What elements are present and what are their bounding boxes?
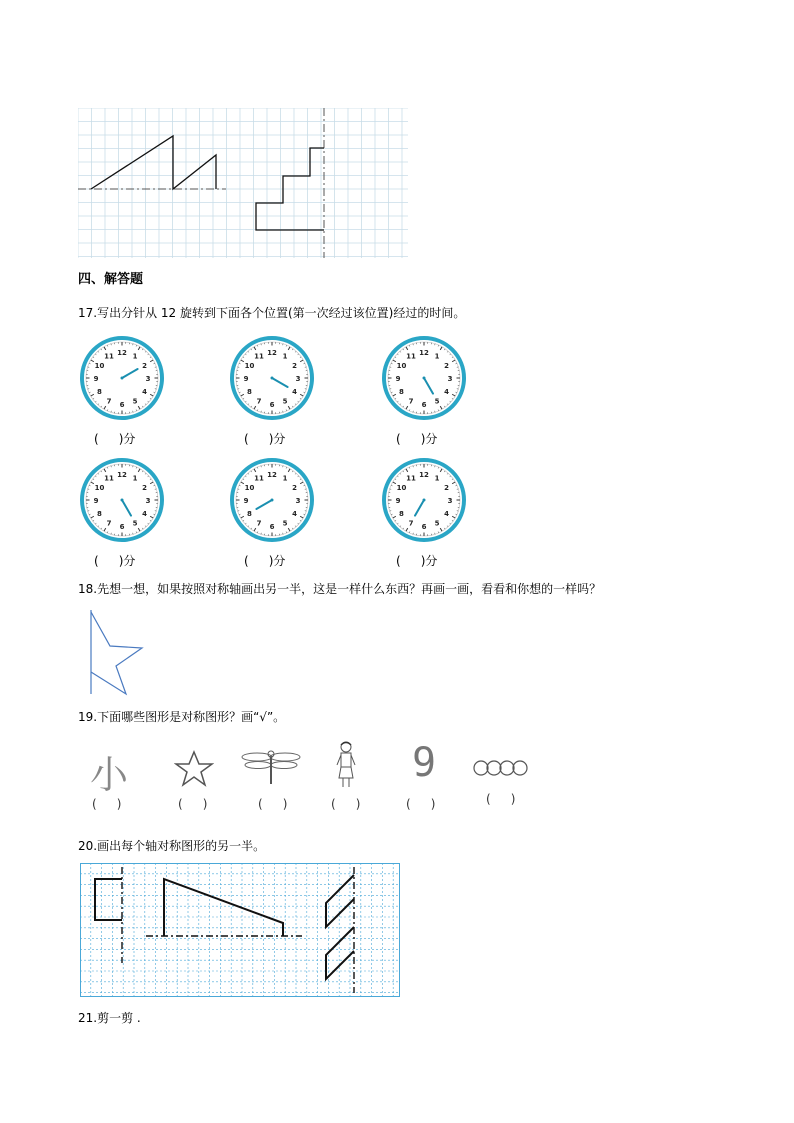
- q19-answer-4[interactable]: [331, 797, 360, 811]
- clock-number: 6: [119, 401, 125, 409]
- clock-number: 5: [282, 519, 288, 528]
- clock-number: 9: [243, 375, 249, 383]
- clock-number: 12: [267, 471, 277, 479]
- clock-6: [380, 456, 468, 544]
- clock-number: 11: [406, 352, 416, 361]
- q18-question: 18.先想一想，如果按照对称轴画出另一半，这是一样什么东西？再画一画，看看和你想的一样吗？: [78, 582, 602, 596]
- answer-open: (: [94, 554, 99, 568]
- clock-number: 7: [106, 519, 112, 528]
- clock-number: 11: [104, 474, 114, 483]
- q19-answer-3[interactable]: [258, 797, 287, 811]
- clock-3: [380, 334, 468, 422]
- glyph-nine: 9: [412, 740, 437, 786]
- q20-grid-figure: [80, 863, 400, 997]
- clock-number: 1: [132, 474, 138, 483]
- dragonfly-icon: [240, 748, 302, 786]
- clock-number: 6: [421, 401, 427, 409]
- clock-number: 7: [256, 397, 262, 406]
- q19-question: 19.下面哪些图形是对称图形？画“√”。: [78, 710, 286, 724]
- answer-open: (: [331, 797, 336, 811]
- clock-number: 3: [145, 375, 151, 383]
- answer-close: ): [510, 792, 516, 806]
- answer-close: )分: [268, 554, 286, 568]
- answer-close: ): [355, 797, 361, 811]
- clock-answer-6[interactable]: [396, 552, 437, 569]
- clock-number: 5: [282, 397, 288, 406]
- clock-number: 10: [396, 484, 407, 492]
- clock-number: 12: [117, 471, 127, 479]
- clock-number: 11: [254, 474, 264, 483]
- clock-number: 12: [419, 349, 429, 357]
- q20-question: 20.画出每个轴对称图形的另一半。: [78, 839, 266, 853]
- clock-number: 8: [97, 510, 102, 518]
- clock-5: [228, 456, 316, 544]
- clock-number: 4: [142, 388, 147, 396]
- clock-number: 6: [421, 523, 427, 531]
- q19-answer-1[interactable]: [92, 797, 121, 811]
- clock-number: 5: [434, 519, 440, 528]
- clock-number: 8: [247, 510, 252, 518]
- answer-open: (: [396, 432, 401, 446]
- answer-close: )分: [118, 554, 136, 568]
- answer-close: )分: [268, 432, 286, 446]
- clock-number: 7: [256, 519, 262, 528]
- clock-number: 4: [292, 510, 297, 518]
- clock-answer-3[interactable]: [396, 430, 437, 447]
- clock-number: 9: [93, 497, 99, 505]
- clock-number: 12: [419, 471, 429, 479]
- clock-number: 10: [396, 362, 407, 370]
- clock-1: [78, 334, 166, 422]
- clock-number: 4: [142, 510, 147, 518]
- clock-number: 1: [434, 474, 440, 483]
- answer-close: )分: [420, 554, 438, 568]
- answer-close: )分: [118, 432, 136, 446]
- q17-question: 17.写出分针从 12 旋转到下面各个位置(第一次经过该位置)经过的时间。: [78, 306, 466, 320]
- answer-open: (: [92, 797, 97, 811]
- clock-number: 11: [254, 352, 264, 361]
- clock-number: 5: [132, 397, 138, 406]
- answer-open: (: [244, 554, 249, 568]
- answer-open: (: [258, 797, 263, 811]
- clock-number: 2: [142, 362, 147, 370]
- girl-icon: [334, 740, 358, 790]
- clock-number: 7: [106, 397, 112, 406]
- clock-number: 2: [292, 362, 297, 370]
- top-grid-figure: [78, 108, 408, 258]
- clock-number: 10: [244, 362, 255, 370]
- clock-number: 7: [408, 519, 414, 528]
- clock-number: 10: [244, 484, 255, 492]
- clock-number: 10: [94, 362, 105, 370]
- clock-number: 2: [142, 484, 147, 492]
- clock-number: 4: [444, 388, 449, 396]
- section-heading: 四、解答题: [78, 272, 144, 287]
- clock-number: 9: [93, 375, 99, 383]
- clock-number: 11: [406, 474, 416, 483]
- rings-icon: [472, 758, 530, 778]
- clock-number: 1: [132, 352, 138, 361]
- answer-open: (: [486, 792, 491, 806]
- clock-number: 12: [267, 349, 277, 357]
- clock-number: 5: [434, 397, 440, 406]
- q19-answer-6[interactable]: [486, 792, 515, 806]
- answer-close: ): [430, 797, 436, 811]
- clock-number: 6: [119, 523, 125, 531]
- clock-number: 3: [447, 375, 453, 383]
- clock-number: 5: [132, 519, 138, 528]
- clock-2: [228, 334, 316, 422]
- answer-open: (: [244, 432, 249, 446]
- clock-number: 4: [292, 388, 297, 396]
- clock-number: 8: [247, 388, 252, 396]
- half-star-figure: [86, 610, 150, 696]
- clock-number: 2: [444, 362, 449, 370]
- star-icon: [174, 750, 214, 788]
- clock-4: [78, 456, 166, 544]
- clock-number: 2: [292, 484, 297, 492]
- clock-number: 9: [243, 497, 249, 505]
- answer-close: ): [282, 797, 288, 811]
- answer-close: )分: [420, 432, 438, 446]
- answer-open: (: [396, 554, 401, 568]
- clock-number: 12: [117, 349, 127, 357]
- q21-question: 21.剪一剪 .: [78, 1011, 141, 1025]
- answer-close: ): [116, 797, 122, 811]
- clock-number: 8: [399, 510, 404, 518]
- clock-answer-5[interactable]: [244, 552, 285, 569]
- clock-number: 6: [269, 523, 275, 531]
- clock-number: 2: [444, 484, 449, 492]
- answer-open: (: [178, 797, 183, 811]
- glyph-xiao: 小: [90, 753, 129, 797]
- answer-open: (: [406, 797, 411, 811]
- clock-number: 8: [399, 388, 404, 396]
- q19-answer-2[interactable]: [178, 797, 207, 811]
- clock-number: 7: [408, 397, 414, 406]
- answer-open: (: [94, 432, 99, 446]
- answer-close: ): [202, 797, 208, 811]
- clock-number: 1: [282, 352, 288, 361]
- clock-number: 9: [395, 497, 401, 505]
- clock-number: 10: [94, 484, 105, 492]
- clock-answer-1[interactable]: [94, 430, 135, 447]
- clock-number: 3: [295, 375, 301, 383]
- clock-number: 6: [269, 401, 275, 409]
- clock-answer-4[interactable]: [94, 552, 135, 569]
- clock-number: 11: [104, 352, 114, 361]
- clock-number: 3: [145, 497, 151, 505]
- clock-number: 4: [444, 510, 449, 518]
- clock-number: 3: [447, 497, 453, 505]
- clock-number: 1: [282, 474, 288, 483]
- clock-number: 3: [295, 497, 301, 505]
- q19-answer-5[interactable]: [406, 797, 435, 811]
- clock-answer-2[interactable]: [244, 430, 285, 447]
- clock-number: 9: [395, 375, 401, 383]
- clock-number: 1: [434, 352, 440, 361]
- clock-number: 8: [97, 388, 102, 396]
